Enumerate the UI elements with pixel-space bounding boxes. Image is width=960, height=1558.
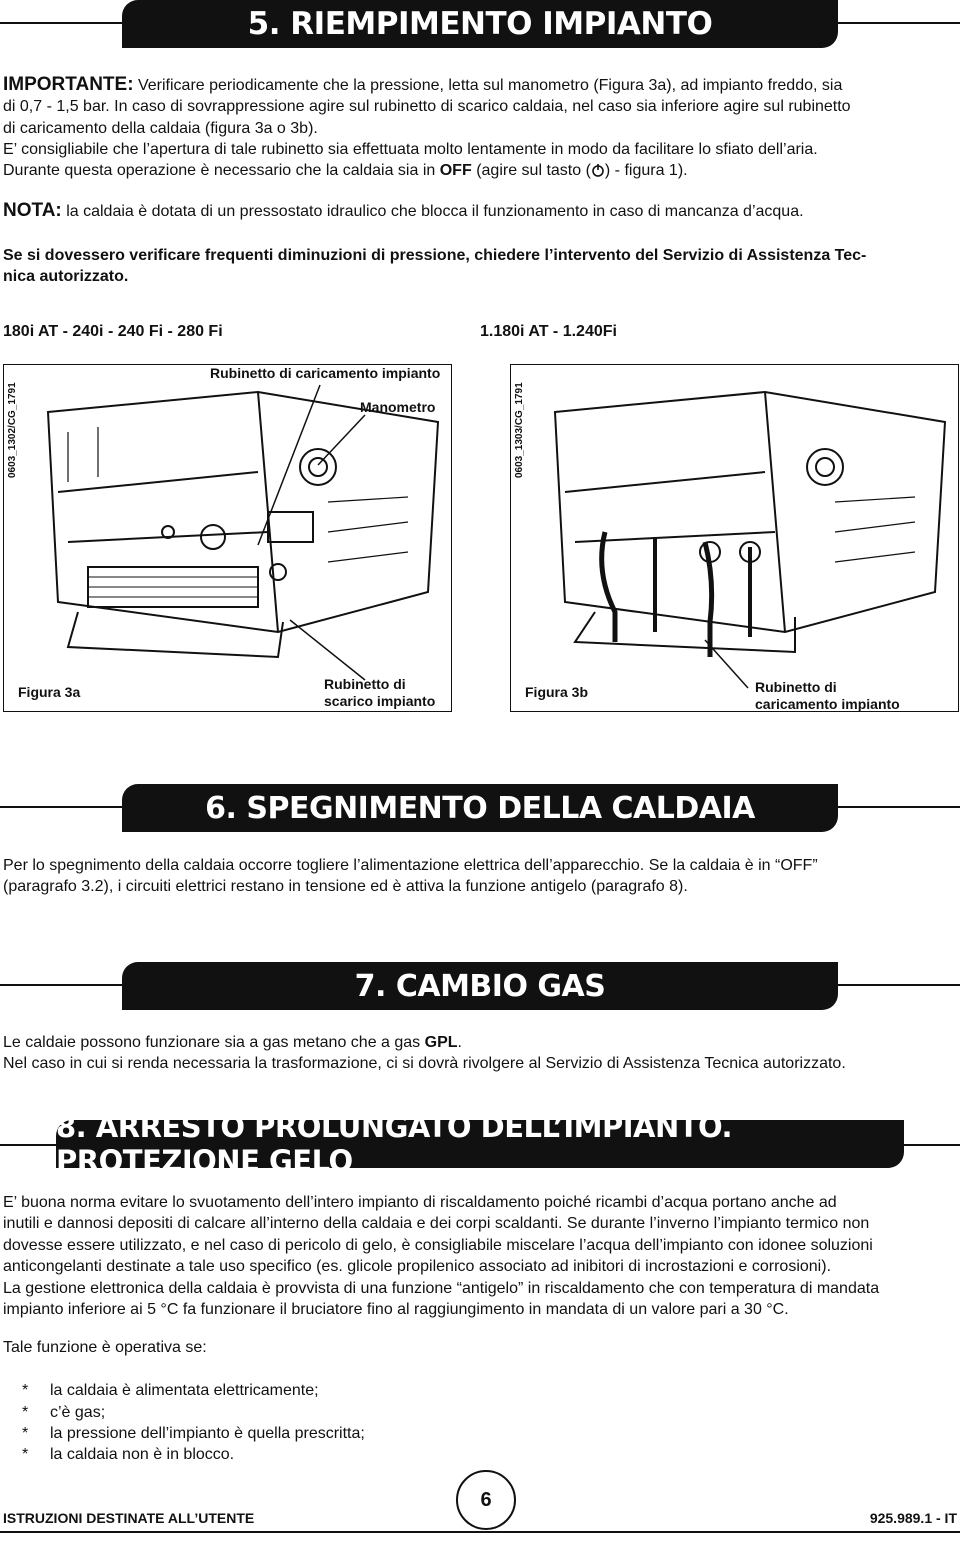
footer-left: ISTRUZIONI DESTINATE ALL’UTENTE [3,1510,255,1526]
off-label: OFF [439,162,472,180]
fill-tap-label-3b-line-2: caricamento impianto [755,696,900,712]
footer-rule [0,1531,960,1533]
drain-tap-label-line-2: scarico impianto [324,693,436,709]
para-opening-line-2c: ) - figura 1). [604,162,688,180]
important-label: IMPORTANTE: [3,74,134,95]
section8-line: E’ buona norma evitare lo svuotamento dell’intero impianto di riscaldamento poiché ricambi d’acqua portano anche ad [3,1194,837,1211]
figure-3a-code: 0603_1302/CG_1791 [7,382,18,478]
fill-tap-label-3a: Rubinetto di caricamento impianto [210,365,441,381]
nota-text: la caldaia è dotata di un pressostato idraulico che blocca il funzionamento in caso di mancanza d’acqua. [66,203,804,220]
section8-line: La gestione elettronica della caldaia è provvista di una funzione “antigelo” in riscaldamento che con temperatura di mandata [3,1279,880,1297]
drain-tap-label-line-1: Rubinetto di [324,676,406,692]
right-model-label: 1.180i AT - 1.240Fi [480,323,617,340]
section7-rule-right [836,984,960,986]
left-model-label: 180i AT - 240i - 240 Fi - 280 Fi [3,323,223,340]
section8-line: impianto inferiore ai 5 °C fa funzionare il bruciatore fino al raggiungimento in mandata di un valore pari a 30 °C. [3,1301,789,1319]
fill-tap-label-3b-line-1: Rubinetto di [755,679,837,695]
bullet-mark: * [22,1425,29,1442]
important-text-3: di caricamento della caldaia (figura 3a o 3b). [3,119,318,137]
section8-line: anticongelanti destinate a tale uso specifico (es. glicole propilenico associato ad inibitori di incrostazioni e corrosioni). [3,1258,832,1276]
section7-rule-left [0,984,125,986]
section7-title: 7. CAMBIO GAS [122,962,838,1010]
page-number: 6 [456,1470,516,1530]
nota-label: NOTA: [3,200,62,221]
section8-line: dovesse essere utilizzato, e nel caso di pericolo di gelo, è consigliabile miscelare l’acqua dell’impianto con idonee soluzioni [3,1236,873,1254]
section8-body [3,1192,958,1320]
section7-line-1c: . [457,1034,462,1051]
gpl-label: GPL [424,1034,458,1051]
section6-line-2: (paragrafo 3.2), i circuiti elettrici restano in tensione ed è attiva la funzione antigelo (paragrafo 8). [3,878,688,896]
section7-text [3,1032,958,1075]
bullet-mark: * [22,1446,29,1463]
callout-lines-3a [0,0,480,720]
important-text-2: di 0,7 - 1,5 bar. In caso di sovrappressione agire sul rubinetto di scarico caldaia, nel caso sia inferiore agire sul rubinetto [3,98,851,116]
section6-rule-left [0,806,125,808]
section7-line-2: Nel caso in cui si renda necessaria la trasformazione, ci si dovrà rivolgere al Servizio di Assistenza Tecnica autorizzato. [3,1055,846,1073]
section5-title: 5. RIEMPIMENTO IMPIANTO [122,0,838,48]
bullet-item: la pressione dell’impianto è quella prescritta; [50,1425,365,1442]
figure-3b-caption: Figura 3b [525,684,589,700]
warning-line-2: nica autorizzato. [3,268,129,286]
section6-rule-right [836,806,960,808]
bullet-item: c’è gas; [50,1404,106,1421]
section8-intro: Tale funzione è operativa se: [3,1339,207,1356]
section8-title: 8. ARRESTO PROLUNGATO DELL’IMPIANTO. PROTEZIONE GELO [56,1120,904,1168]
section6-line-1: Per lo spegnimento della caldaia occorre togliere l’alimentazione elettrica dell’apparecchio. Se la caldaia è in “OFF” [3,857,818,874]
important-text-1: Verificare periodicamente che la pressione, letta sul manometro (Figura 3a), ad impianto freddo, sia [137,77,843,94]
figure-3a-caption: Figura 3a [18,684,81,700]
section8-rule-right [902,1144,960,1146]
bullet-mark: * [22,1382,29,1399]
para-opening-line-1: E’ consigliabile che l’apertura di tale rubinetto sia effettuata molto lentamente in modo da facilitare lo sfiato dell’aria. [3,141,818,158]
gauge-label: Manometro [360,399,436,415]
bullet-item: la caldaia è alimentata elettricamente; [50,1382,319,1399]
section6-text [3,855,958,898]
para-opening-line-2a: Durante questa operazione è necessario che la caldaia sia in [3,162,436,180]
figure-3b-code: 0603_1303/CG_1791 [514,382,525,478]
drain-tap-label [324,676,435,710]
section7-line-1a: Le caldaie possono funzionare sia a gas metano che a gas [3,1034,421,1051]
bullet-item: la caldaia non è in blocco. [50,1446,235,1463]
para-opening-line-2b: (agire sul tasto ( [476,162,591,180]
section8-rule-left [0,1144,60,1146]
footer-right: 925.989.1 - IT [869,1510,957,1526]
bullet-mark: * [22,1404,29,1421]
callout-lines-3b [480,0,960,720]
warning-line-1: Se si dovessero verificare frequenti diminuzioni di pressione, chiedere l’intervento del Servizio di Assistenza Tec- [3,247,867,264]
section8-line: inutili e dannosi depositi di calcare all’interno della caldaia e dei corpi scaldanti. Se durante l’inverno l’impianto termico non [3,1215,870,1233]
fill-tap-label-3b [755,679,900,713]
section6-title: 6. SPEGNIMENTO DELLA CALDAIA [122,784,838,832]
